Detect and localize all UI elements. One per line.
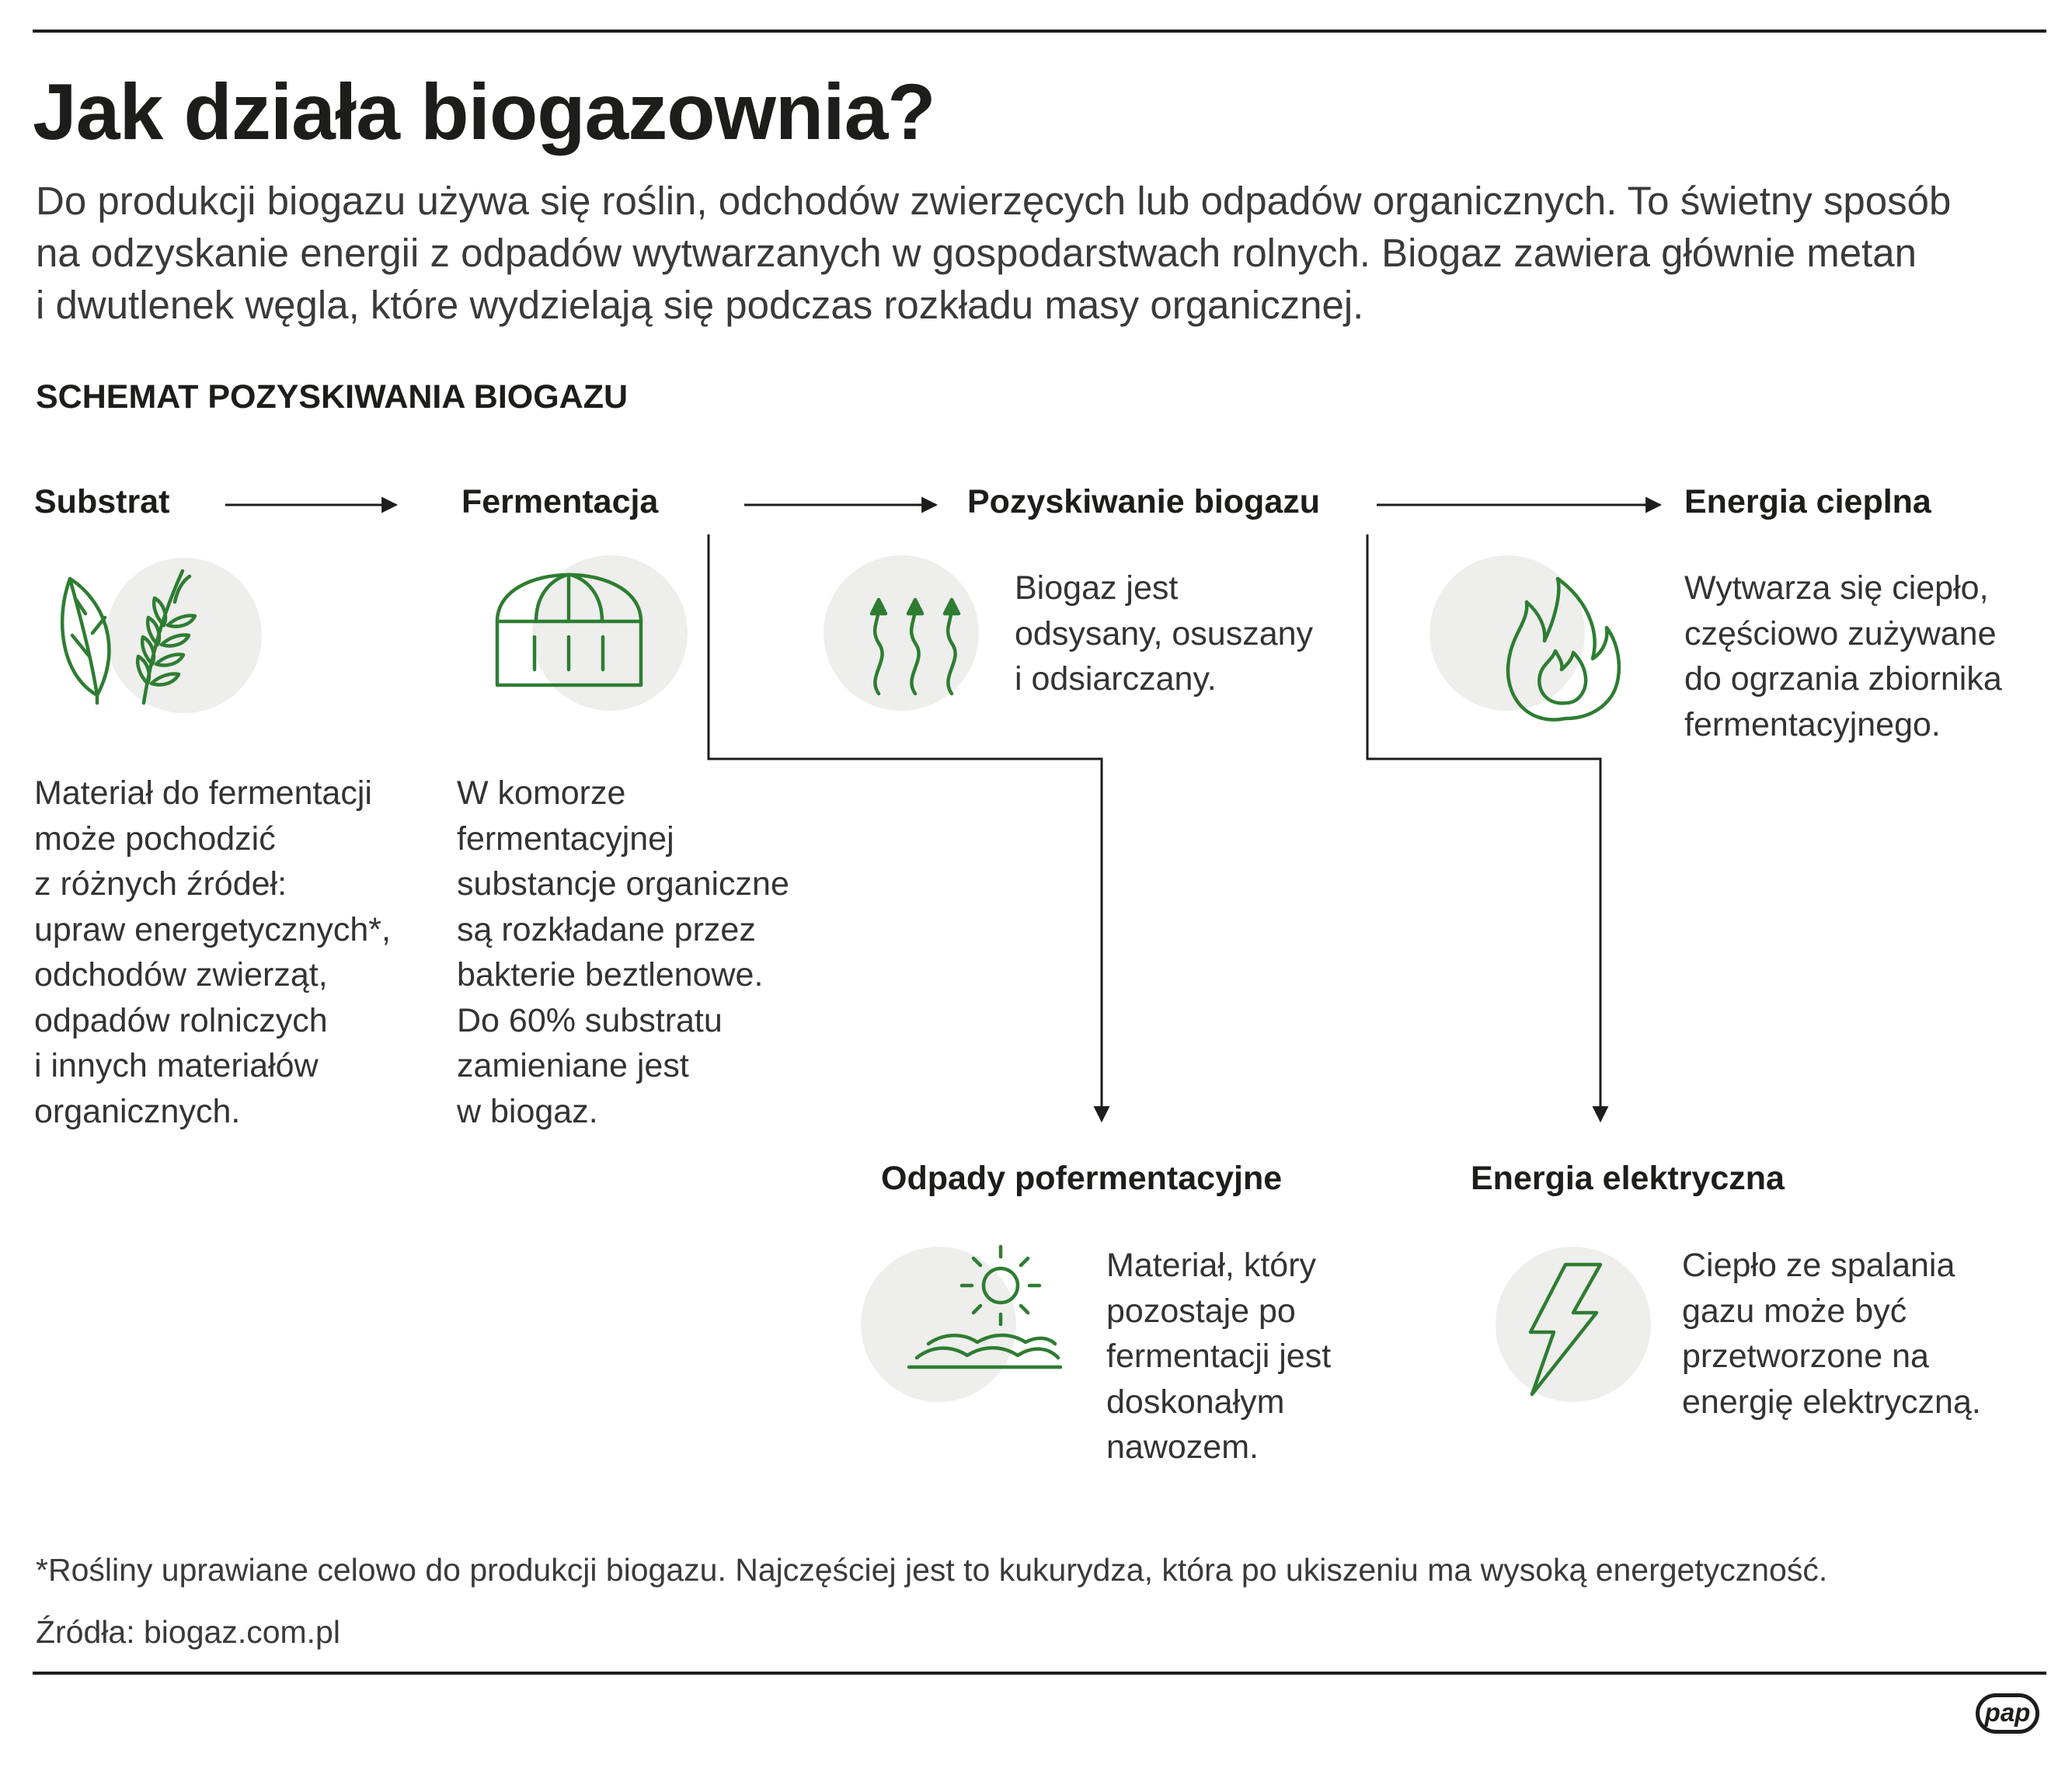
step-title-elektryczna: Energia elektryczna bbox=[1471, 1160, 1785, 1197]
desc-line: odpadów rolniczych bbox=[34, 1001, 328, 1039]
desc-line: i odsiarczany. bbox=[1015, 660, 1217, 698]
desc-line: są rozkładane przez bbox=[457, 910, 756, 948]
desc-line: gazu może być bbox=[1682, 1292, 1907, 1330]
step-desc-elektryczna bbox=[1682, 1243, 1981, 1425]
pap-logo: pap bbox=[1976, 1693, 2039, 1734]
desc-line: Do 60% substratu bbox=[457, 1001, 723, 1039]
step-desc-fermentacja bbox=[457, 771, 789, 1134]
desc-line: pozostaje po bbox=[1106, 1292, 1296, 1330]
desc-line: i innych materiałów bbox=[34, 1047, 319, 1084]
bottom-rule bbox=[33, 1672, 2046, 1675]
desc-line: W komorze bbox=[457, 774, 626, 812]
step-title-pozyskiwanie: Pozyskiwanie biogazu bbox=[967, 483, 1320, 520]
step-desc-substrat bbox=[34, 771, 391, 1134]
section-title: SCHEMAT POZYSKIWANIA BIOGAZU bbox=[36, 378, 629, 416]
step-title-fermentacja: Fermentacja bbox=[461, 483, 659, 520]
cieplna-circle bbox=[1430, 555, 1585, 711]
desc-line: fermentacji jest bbox=[1106, 1338, 1332, 1375]
footnote: *Rośliny uprawiane celowo do produkcji biogazu. Najczęściej jest to kukurydza, która po ukiszeniu ma wysoką energetyczność. bbox=[36, 1552, 1828, 1588]
desc-line: fermentacyjnego. bbox=[1684, 705, 1941, 743]
desc-line: z różnych źródeł: bbox=[34, 865, 287, 903]
desc-line: bakterie beztlenowe. bbox=[457, 956, 764, 993]
desc-line: energię elektryczną. bbox=[1682, 1383, 1981, 1421]
desc-line: częściowo zużywane bbox=[1684, 614, 1997, 652]
desc-line: organicznych. bbox=[34, 1092, 241, 1130]
desc-line: odchodów zwierząt, bbox=[34, 956, 328, 993]
source: Źródła: biogaz.com.pl bbox=[36, 1614, 340, 1650]
desc-line: upraw energetycznych*, bbox=[34, 910, 391, 948]
intro-line: i dwutlenek węgla, które wydzielają się podczas rozkładu masy organicznej. bbox=[36, 283, 1364, 327]
desc-line: odsysany, osuszany bbox=[1015, 614, 1314, 652]
desc-line: w biogaz. bbox=[457, 1092, 598, 1130]
desc-line: zamieniane jest bbox=[457, 1047, 689, 1084]
intro-line: na odzyskanie energii z odpadów wytwarzanych w gospodarstwach rolnych. Biogaz zawiera głównie metan bbox=[36, 231, 1917, 275]
desc-line: nawozem. bbox=[1106, 1428, 1259, 1466]
desc-line: doskonałym bbox=[1106, 1383, 1285, 1421]
elektryczna-circle bbox=[1496, 1247, 1651, 1402]
desc-line: przetworzone na bbox=[1682, 1338, 1929, 1375]
step-title-odpady: Odpady pofermentacyjne bbox=[881, 1160, 1283, 1197]
page-title: Jak działa biogazownia? bbox=[33, 68, 935, 156]
desc-line: Materiał, który bbox=[1106, 1247, 1317, 1284]
pozyskiwanie-circle bbox=[824, 555, 979, 711]
desc-line: do ogrzania zbiornika bbox=[1684, 660, 2002, 698]
step-title-cieplna: Energia cieplna bbox=[1684, 483, 1931, 520]
desc-line: może pochodzić bbox=[34, 819, 276, 858]
desc-line: Biogaz jest bbox=[1015, 569, 1179, 607]
desc-line: fermentacyjnej bbox=[457, 819, 674, 858]
intro-line: Do produkcji biogazu używa się roślin, odchodów zwierzęcych lub odpadów organicznych. To świetny sposób bbox=[36, 179, 1952, 223]
desc-line: substancje organiczne bbox=[457, 865, 789, 903]
desc-line: Materiał do fermentacji bbox=[34, 774, 372, 812]
desc-line: Wytwarza się ciepło, bbox=[1684, 569, 1989, 607]
step-desc-pozyskiwanie bbox=[1015, 565, 1313, 702]
step-desc-odpady bbox=[1106, 1243, 1331, 1470]
desc-line: Ciepło ze spalania bbox=[1682, 1247, 1955, 1284]
step-title-substrat: Substrat bbox=[34, 483, 170, 520]
step-desc-cieplna bbox=[1684, 565, 2002, 747]
